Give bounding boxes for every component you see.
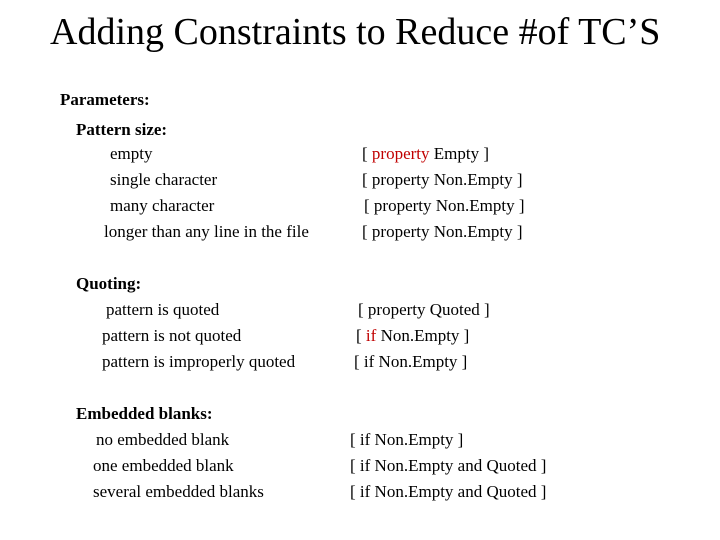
constraint-pattern-is-not-quoted bbox=[356, 324, 469, 348]
constraint-open: [ bbox=[358, 300, 368, 319]
constraint-rest: property Non.Empty ] bbox=[371, 170, 523, 189]
choice-one-embedded-blank: one embedded blank bbox=[93, 456, 234, 475]
constraint-pattern-is-improperly-quoted bbox=[354, 350, 467, 374]
constraint-rest: Empty ] bbox=[429, 144, 490, 163]
constraint-no-embedded-blank bbox=[350, 428, 463, 452]
constraint-longer-than-any-line bbox=[362, 220, 523, 244]
constraint-open: [ bbox=[354, 352, 364, 371]
section-heading-quoting: Quoting: bbox=[76, 274, 142, 293]
choice-pattern-is-not-quoted: pattern is not quoted bbox=[102, 326, 242, 345]
choice-longer-than-any-line: longer than any line in the file bbox=[104, 222, 309, 241]
constraint-rest: if Non.Empty and Quoted ] bbox=[359, 482, 547, 501]
constraint-keyword: property bbox=[371, 144, 430, 163]
constraint-rest: property Quoted ] bbox=[367, 300, 490, 319]
constraint-rest: property Non.Empty ] bbox=[371, 222, 523, 241]
choice-pattern-is-quoted: pattern is quoted bbox=[106, 300, 220, 319]
constraint-open: [ bbox=[350, 456, 360, 475]
constraint-open: [ bbox=[362, 144, 372, 163]
constraint-rest: if Non.Empty and Quoted ] bbox=[359, 456, 547, 475]
constraint-keyword: if bbox=[365, 326, 377, 345]
constraint-several-embedded-blanks bbox=[350, 480, 546, 504]
constraint-pattern-is-quoted bbox=[358, 298, 490, 322]
constraint-rest: if Non.Empty ] bbox=[363, 352, 468, 371]
choice-no-embedded-blank: no embedded blank bbox=[96, 430, 230, 449]
constraint-open: [ bbox=[350, 482, 360, 501]
constraint-open: [ bbox=[362, 170, 372, 189]
constraint-rest: property Non.Empty ] bbox=[373, 196, 525, 215]
constraint-open: [ bbox=[356, 326, 366, 345]
choice-empty: empty bbox=[110, 144, 153, 163]
constraint-one-embedded-blank bbox=[350, 454, 546, 478]
constraint-rest: Non.Empty ] bbox=[376, 326, 470, 345]
choice-single-character: single character bbox=[110, 170, 218, 189]
parameters-label: Parameters: bbox=[60, 90, 150, 109]
constraint-rest: if Non.Empty ] bbox=[359, 430, 464, 449]
constraint-single-character bbox=[362, 168, 523, 192]
slide-title: Adding Constraints to Reduce #of TC’S bbox=[50, 11, 661, 53]
section-heading-embedded-blanks: Embedded blanks: bbox=[76, 404, 213, 423]
choice-pattern-is-improperly-quoted: pattern is improperly quoted bbox=[102, 352, 296, 371]
choice-several-embedded-blanks: several embedded blanks bbox=[93, 482, 264, 501]
constraint-open: [ bbox=[350, 430, 360, 449]
choice-many-character: many character bbox=[110, 196, 215, 215]
section-heading-pattern-size: Pattern size: bbox=[76, 120, 168, 139]
constraint-many-character bbox=[364, 194, 525, 218]
constraint-open: [ bbox=[364, 196, 374, 215]
constraint-empty bbox=[362, 142, 489, 166]
constraint-open: [ bbox=[362, 222, 372, 241]
